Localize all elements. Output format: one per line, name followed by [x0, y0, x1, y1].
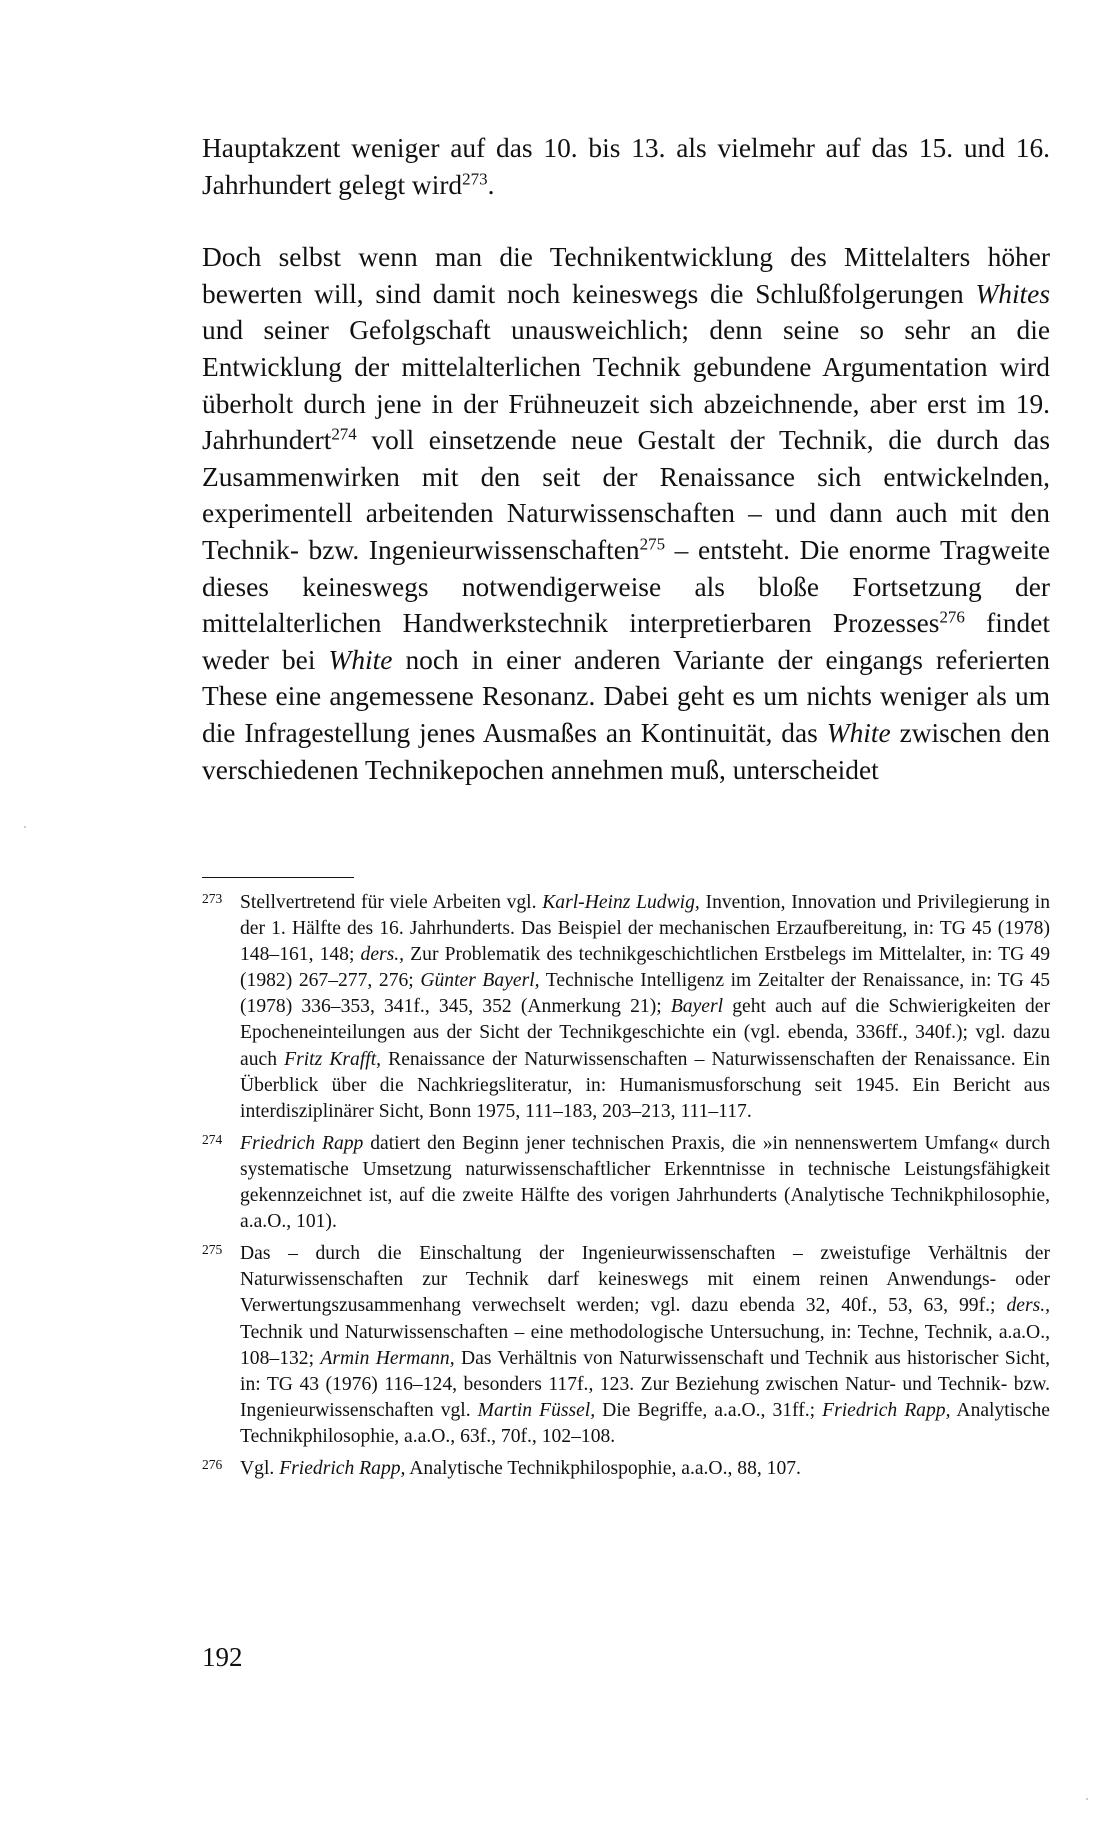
footnote-reference: 276 [939, 607, 965, 627]
footnote-reference: 273 [462, 169, 488, 189]
text-run: Zur Problematik des technikgeschichtlichen Erstbelegs im Mittelalter, in: TG 49 (1982) 267–277, 276; [240, 944, 1051, 992]
text-run: Stellvertretend für viele Arbeiten vgl. [240, 892, 543, 913]
footnote-text [240, 1133, 1050, 1232]
footnote [202, 1241, 1050, 1450]
text-run: Technische Intelligenz im Zeitalter der Renaissance, in: TG 45 (1978) 336–353, 341f., 345, 352 (Anmerkung 21); [240, 970, 1050, 1018]
italic-text: Friedrich Rapp, [279, 1457, 406, 1479]
text-run: Renaissance der Naturwissenschaften – Naturwissenschaften der Renaissance. Ein Überblick über die Nachkriegsliteratur, in: Humanismusforschung seit 1945. Ein Bericht aus interdisziplinärer Sicht, Bonn 1975, 111–183, 203–213, 111–117. [240, 1048, 1050, 1122]
text-run: zwischen den verschiedenen Technikepochen annehmen muß, unterscheidet [202, 717, 1050, 785]
footnote-reference: 275 [639, 534, 666, 554]
italic-text: Whites [975, 278, 1050, 309]
body-paragraph [202, 239, 1050, 788]
footnote [202, 1456, 1050, 1482]
italic-text: White [826, 717, 891, 748]
text-run: Invention, Innovation und Privilegierung in der 1. Hälfte des 16. Jahrhunderts. Das Beispiel der mechanischen Erzaufbereitung, in: TG 45 (1978) 148–161, 148; [240, 892, 1050, 966]
footnote-text [240, 1243, 1050, 1447]
body-paragraph [202, 130, 1050, 203]
italic-text: ders., [1006, 1295, 1050, 1317]
italic-text: ders., [360, 944, 405, 966]
footnote-number: 273 [202, 891, 223, 906]
text-run: Das – durch die Einschaltung der Ingenieurwissenschaften – zweistufige Verhältnis der Naturwissenschaften zur Technik darf keineswegs mit einem reinen Anwendungs- oder Verwertungszusammenhang verwechselt werden; vgl. dazu ebenda 32, 40f., 53, 63, 99f.; [240, 1243, 1050, 1317]
text-run: datiert den Beginn jener technischen Praxis, die »in nennenswertem Umfang« durch systematische Umsetzung naturwissenschaftlicher Erkenntnisse in technische Leistungsfähigkeit gekennzeichnet ist, auf die zweite Hälfte des vorigen Jahrhunderts (Analytische Technikphilosophie, a.a.O., 101). [240, 1132, 1050, 1233]
text-run: Analytische Technikphilospophie, a.a.O., 88, 107. [405, 1457, 801, 1479]
italic-text: Armin Hermann, [320, 1347, 455, 1369]
footnote-text [240, 1458, 801, 1479]
text-run: voll einsetzende neue Gestalt der Technik, die durch das Zusammenwirken mit den seit der Renaissance sich entwickelnden, experimentell arbeitenden Naturwissenschaften – und dann auch mit den Technik- bzw. Ingenieurwissenschaften [202, 425, 1050, 565]
text-run: Das Verhältnis von Naturwissenschaft und Technik aus historischer Sicht, in: TG 43 (1976) 116–124, besonders 117f., 123. Zur Beziehung zwischen Natur- und Technik- bzw. Ingenieurwissenschaften vgl. [240, 1347, 1051, 1421]
footnote-divider [202, 877, 354, 878]
text-run: geht auch auf die Schwierigkeiten der Epocheneinteilungen aus der Sicht der Technikgeschichte ein (vgl. ebenda, 336ff., 340f.); vgl. dazu auch [240, 996, 1050, 1070]
footnote [202, 1131, 1050, 1235]
text-run: Technik und Naturwissenschaften – eine methodologische Untersuchung, in: Techne, Technik, a.a.O., 108–132; [240, 1321, 1050, 1369]
italic-text: Friedrich Rapp [240, 1132, 364, 1154]
page-number: 192 [202, 1642, 243, 1672]
footnotes [202, 890, 1050, 1482]
text-run: Analytische Technikphilosophie, a.a.O., 63f., 70f., 102–108. [240, 1399, 1051, 1447]
body-text [202, 130, 1050, 788]
footnote [202, 890, 1050, 1125]
italic-text: Bayerl [670, 996, 724, 1018]
footnote-reference: 274 [331, 424, 357, 444]
footnote-number: 274 [202, 1131, 223, 1147]
text-run: Doch selbst wenn man die Technikentwicklung des Mittelalters höher bewerten will, sind damit noch keineswegs die Schlußfolgerungen [202, 242, 1050, 309]
text-run: Vgl. [240, 1457, 280, 1479]
italic-text: Friedrich Rapp, [822, 1399, 951, 1421]
italic-text: Fritz Krafft, [284, 1048, 382, 1070]
italic-text: Günter Bayerl, [420, 970, 540, 992]
footnote-text [240, 892, 1050, 1122]
italic-text: Karl-Heinz Ludwig, [542, 892, 700, 913]
footnote-number: 275 [202, 1242, 223, 1258]
text-run: noch in einer anderen Variante der eingangs referierten These eine angemessene Resonanz. Dabei geht es um nichts weniger als um die Infragestellung jenes Ausmaßes an Kontinuität, das [202, 644, 1050, 748]
text-run: . [487, 169, 495, 200]
footnote-number: 276 [202, 1456, 223, 1472]
text-run: Hauptakzent weniger auf das 10. bis 13. als vielmehr auf das 15. und 16. Jahrhundert gelegt wird [202, 133, 1050, 200]
scan-speck [1086, 1798, 1088, 1800]
text-run: Die Begriffe, a.a.O., 31ff.; [595, 1399, 823, 1421]
italic-text: White [328, 644, 393, 675]
text-run: findet weder bei [202, 608, 1050, 675]
italic-text: Martin Füssel, [477, 1399, 596, 1421]
text-run: und seiner Gefolgschaft unausweichlich; denn seine so sehr an die Entwicklung der mittelalterlichen Technik gebundene Argumentation wird überholt durch jene in der Frühneuzeit sich abzeichnende, aber erst im 19. Jahrhundert [202, 315, 1050, 456]
scan-speck [24, 826, 26, 828]
text-run: – entsteht. Die enorme Tragweite dieses keineswegs notwendigerweise als bloße Fortsetzung der mittelalterlichen Handwerkstechnik interpretierbaren Prozesses [202, 534, 1050, 639]
